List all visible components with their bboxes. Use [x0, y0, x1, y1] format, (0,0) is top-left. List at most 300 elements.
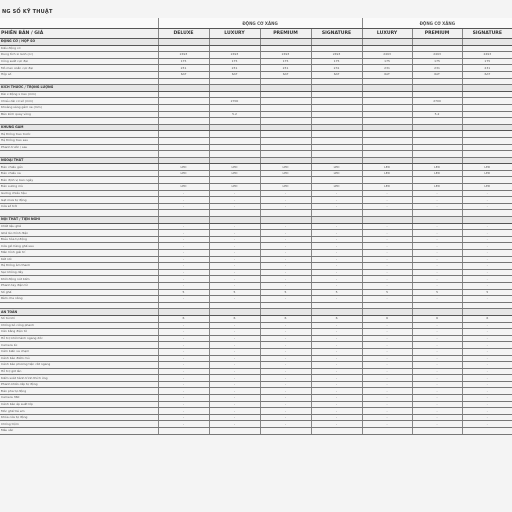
- spec-value: [209, 210, 260, 217]
- spec-value: 175: [158, 58, 209, 65]
- spec-label: Sạc không dây: [0, 269, 158, 276]
- spec-value: [209, 124, 260, 131]
- spec-value: -: [362, 342, 412, 349]
- spec-value: -: [362, 197, 412, 204]
- spec-value: -: [209, 263, 260, 270]
- spec-value: [158, 144, 209, 151]
- spec-value: -: [362, 414, 412, 421]
- spec-value: -: [209, 381, 260, 388]
- spec-value: -: [362, 408, 412, 415]
- spec-value: -: [311, 269, 362, 276]
- spec-row: [0, 243, 512, 250]
- spec-value: -: [158, 401, 209, 408]
- spec-value: 6AT: [462, 71, 512, 78]
- spec-row: [0, 421, 512, 428]
- spec-value: -: [311, 362, 362, 369]
- spec-value: -: [158, 250, 209, 257]
- spec-value: -: [362, 203, 412, 210]
- spec-value: -: [462, 256, 512, 263]
- spec-value: -: [260, 342, 311, 349]
- spec-value: [412, 151, 462, 158]
- spec-value: -: [158, 230, 209, 237]
- spec-value: [158, 118, 209, 125]
- spec-value: -: [158, 276, 209, 283]
- spec-row: [0, 151, 512, 158]
- spec-value: [209, 85, 260, 92]
- spec-value: LED: [462, 164, 512, 171]
- group-header-blank: [0, 18, 158, 29]
- spec-row: [0, 236, 512, 243]
- section-header-row: [0, 39, 512, 46]
- spec-value: -: [260, 329, 311, 336]
- spec-value: -: [412, 223, 462, 230]
- variant-name: PREMIUM: [260, 29, 311, 39]
- spec-value: [362, 118, 412, 125]
- spec-row: [0, 164, 512, 171]
- spec-value: 5: [362, 289, 412, 296]
- spec-value: 5: [209, 289, 260, 296]
- spec-value: [260, 217, 311, 224]
- spec-value: -: [412, 197, 462, 204]
- variant-header-row: [0, 29, 512, 39]
- spec-value: -: [462, 335, 512, 342]
- spec-value: LED: [158, 184, 209, 191]
- spec-value: -: [362, 269, 412, 276]
- spec-value: -: [362, 421, 412, 428]
- spec-value: -: [462, 190, 512, 197]
- spec-row: [0, 381, 512, 388]
- spec-value: -: [209, 322, 260, 329]
- spec-value: 231: [462, 65, 512, 72]
- spec-row: [0, 118, 512, 125]
- spec-value: -: [158, 388, 209, 395]
- spec-value: 6: [158, 315, 209, 322]
- spec-value: -: [362, 348, 412, 355]
- spec-value: -: [412, 282, 462, 289]
- spec-row: [0, 322, 512, 329]
- spec-value: -: [158, 408, 209, 415]
- spec-row: [0, 263, 512, 270]
- spec-value: -: [412, 236, 462, 243]
- spec-value: -: [260, 190, 311, 197]
- spec-value: -: [462, 223, 512, 230]
- spec-value: -: [462, 282, 512, 289]
- spec-value: -: [209, 388, 260, 395]
- spec-value: -: [260, 401, 311, 408]
- spec-value: [158, 210, 209, 217]
- spec-row: [0, 137, 512, 144]
- spec-value: -: [462, 381, 512, 388]
- spec-value: [158, 151, 209, 158]
- spec-row: [0, 342, 512, 349]
- spec-value: [362, 428, 412, 435]
- spec-value: [362, 137, 412, 144]
- spec-value: [311, 177, 362, 184]
- spec-value: -: [412, 243, 462, 250]
- spec-value: -: [412, 421, 462, 428]
- spec-value: -: [209, 401, 260, 408]
- spec-value: LED: [209, 170, 260, 177]
- spec-label: [0, 210, 158, 217]
- spec-value: [158, 137, 209, 144]
- spec-row: [0, 104, 512, 111]
- spec-value: -: [412, 355, 462, 362]
- spec-value: [462, 144, 512, 151]
- spec-value: -: [158, 421, 209, 428]
- spec-value: -: [362, 282, 412, 289]
- spec-value: -: [462, 388, 512, 395]
- spec-value: [260, 124, 311, 131]
- spec-value: -: [311, 401, 362, 408]
- spec-value: [412, 85, 462, 92]
- spec-value: -: [412, 250, 462, 257]
- spec-value: LED: [311, 170, 362, 177]
- spec-value: [462, 45, 512, 52]
- spec-value: -: [311, 296, 362, 303]
- spec-value: [158, 98, 209, 105]
- spec-value: [311, 104, 362, 111]
- spec-value: 2493: [311, 52, 362, 59]
- spec-value: 5: [158, 289, 209, 296]
- variant-name: PREMIUM: [412, 29, 462, 39]
- spec-label: Cảnh báo phương tiện cắt ngang: [0, 362, 158, 369]
- spec-row: [0, 177, 512, 184]
- spec-value: -: [260, 368, 311, 375]
- spec-value: [412, 104, 462, 111]
- spec-value: [260, 45, 311, 52]
- spec-value: [412, 157, 462, 164]
- spec-value: -: [311, 414, 362, 421]
- spec-value: -: [362, 375, 412, 382]
- spec-value: -: [209, 276, 260, 283]
- spec-value: -: [412, 190, 462, 197]
- spec-value: -: [260, 355, 311, 362]
- spec-value: [311, 118, 362, 125]
- spec-value: [260, 39, 311, 46]
- spec-value: [462, 309, 512, 316]
- spec-value: -: [209, 342, 260, 349]
- section-title: KÍCH THƯỚC / TRỌNG LƯỢNG: [0, 85, 158, 92]
- spec-row: [0, 335, 512, 342]
- spec-label: Camera lùi: [0, 342, 158, 349]
- spec-label: Hộp số: [0, 71, 158, 78]
- spec-value: [412, 39, 462, 46]
- spec-row: [0, 368, 512, 375]
- spec-row: [0, 269, 512, 276]
- group-header-row: [0, 18, 512, 29]
- spec-value: -: [260, 335, 311, 342]
- section-title: AN TOÀN: [0, 309, 158, 316]
- spec-value: [311, 302, 362, 309]
- spec-row: [0, 401, 512, 408]
- spec-label: [0, 302, 158, 309]
- spec-value: -: [311, 395, 362, 402]
- spec-row: [0, 45, 512, 52]
- spec-value: 6AT: [412, 71, 462, 78]
- spec-table: [0, 18, 512, 435]
- spec-value: 5: [462, 289, 512, 296]
- spec-row: [0, 375, 512, 382]
- spec-label: Đèn định vị ban ngày: [0, 177, 158, 184]
- spec-label: Mô men xoắn cực đại: [0, 65, 158, 72]
- spec-row: [0, 256, 512, 263]
- spec-value: -: [412, 256, 462, 263]
- spec-row: [0, 428, 512, 435]
- spec-value: [462, 177, 512, 184]
- spec-value: -: [209, 355, 260, 362]
- spec-value: [209, 157, 260, 164]
- spec-value: [362, 91, 412, 98]
- spec-value: -: [260, 322, 311, 329]
- spec-value: -: [260, 236, 311, 243]
- spec-value: [362, 85, 412, 92]
- spec-value: LED: [362, 170, 412, 177]
- spec-value: -: [209, 256, 260, 263]
- spec-value: -: [158, 296, 209, 303]
- spec-row: [0, 131, 512, 138]
- spec-value: -: [311, 243, 362, 250]
- spec-value: 6AT: [362, 71, 412, 78]
- spec-label: Công suất cực đại: [0, 58, 158, 65]
- spec-value: -: [362, 243, 412, 250]
- spec-value: -: [209, 395, 260, 402]
- spec-label: Khóa cửa tự động: [0, 414, 158, 421]
- spec-value: [209, 91, 260, 98]
- spec-row: [0, 223, 512, 230]
- spec-value: -: [158, 243, 209, 250]
- spec-value: -: [462, 243, 512, 250]
- variant-name: DELUXE: [158, 29, 209, 39]
- spec-row: [0, 184, 512, 191]
- spec-value: LED: [311, 164, 362, 171]
- spec-value: -: [311, 388, 362, 395]
- spec-label: Cảm biến va chạm: [0, 348, 158, 355]
- spec-label: Rèm che nắng: [0, 296, 158, 303]
- spec-value: [462, 91, 512, 98]
- spec-label: Số ghế: [0, 289, 158, 296]
- spec-row: [0, 276, 512, 283]
- spec-value: [462, 98, 512, 105]
- spec-value: [209, 217, 260, 224]
- spec-value: -: [158, 342, 209, 349]
- spec-row: [0, 315, 512, 322]
- spec-value: [260, 98, 311, 105]
- spec-label: Phanh khẩn cấp tự động: [0, 381, 158, 388]
- spec-value: [362, 157, 412, 164]
- spec-value: [462, 302, 512, 309]
- spec-label: Chống trộm: [0, 421, 158, 428]
- spec-value: 6AT: [209, 71, 260, 78]
- spec-value: [412, 45, 462, 52]
- spec-label: Chống bó cứng phanh: [0, 322, 158, 329]
- spec-value: -: [462, 329, 512, 336]
- spec-value: [362, 144, 412, 151]
- spec-value: -: [158, 329, 209, 336]
- spec-value: -: [311, 250, 362, 257]
- spec-value: [462, 151, 512, 158]
- spec-value: [412, 302, 462, 309]
- spec-value: -: [260, 276, 311, 283]
- spec-value: -: [462, 269, 512, 276]
- spec-label: Kiểu động cơ: [0, 45, 158, 52]
- spec-value: 175: [362, 58, 412, 65]
- spec-value: -: [462, 395, 512, 402]
- spec-value: [311, 309, 362, 316]
- spec-row: [0, 91, 512, 98]
- spec-label: Đèn sương mù: [0, 184, 158, 191]
- spec-value: [209, 78, 260, 85]
- spec-value: -: [260, 375, 311, 382]
- spec-value: -: [209, 414, 260, 421]
- spec-value: -: [260, 263, 311, 270]
- spec-value: 6: [260, 315, 311, 322]
- group-header: ĐỘNG CƠ XĂNG: [362, 18, 512, 29]
- spec-value: [209, 177, 260, 184]
- spec-value: 6AT: [260, 71, 311, 78]
- spec-value: 6: [209, 315, 260, 322]
- spec-value: -: [209, 190, 260, 197]
- spec-value: -: [462, 230, 512, 237]
- spec-value: -: [158, 203, 209, 210]
- spec-value: 5.2: [412, 111, 462, 118]
- spec-value: -: [362, 355, 412, 362]
- spec-label: Điều hòa tự động: [0, 236, 158, 243]
- spec-value: 2700: [412, 98, 462, 105]
- spec-value: 175: [462, 58, 512, 65]
- spec-value: -: [462, 296, 512, 303]
- spec-value: [260, 177, 311, 184]
- spec-value: [209, 137, 260, 144]
- spec-value: [260, 309, 311, 316]
- spec-row: [0, 282, 512, 289]
- spec-value: 175: [311, 58, 362, 65]
- section-title: KHUNG GẦM: [0, 124, 158, 131]
- spec-value: -: [462, 263, 512, 270]
- spec-value: -: [209, 348, 260, 355]
- spec-value: [462, 104, 512, 111]
- spec-value: [362, 210, 412, 217]
- spec-row: [0, 210, 512, 217]
- spec-label: Hệ thống treo trước: [0, 131, 158, 138]
- spec-value: [362, 98, 412, 105]
- spec-label: Kiểm soát hành trình thích ứng: [0, 375, 158, 382]
- spec-value: -: [311, 223, 362, 230]
- spec-value: 231: [412, 65, 462, 72]
- group-header: ĐỘNG CƠ XĂNG: [158, 18, 362, 29]
- spec-value: [311, 98, 362, 105]
- spec-value: -: [462, 401, 512, 408]
- page-title: NG SỐ KỸ THUẬT: [2, 9, 53, 15]
- spec-value: -: [209, 362, 260, 369]
- spec-value: -: [412, 348, 462, 355]
- spec-value: [311, 85, 362, 92]
- spec-value: -: [362, 263, 412, 270]
- spec-value: -: [260, 203, 311, 210]
- spec-label: Gương chiếu hậu: [0, 190, 158, 197]
- spec-value: -: [362, 395, 412, 402]
- spec-value: -: [311, 276, 362, 283]
- spec-value: -: [311, 256, 362, 263]
- spec-label: Màn hình giải trí: [0, 250, 158, 257]
- spec-value: [311, 45, 362, 52]
- spec-value: [412, 124, 462, 131]
- spec-value: -: [158, 322, 209, 329]
- spec-value: -: [362, 401, 412, 408]
- spec-value: -: [412, 381, 462, 388]
- spec-label: Gạt mưa tự động: [0, 197, 158, 204]
- spec-value: -: [260, 250, 311, 257]
- spec-label: Dung tích xi lanh (cc): [0, 52, 158, 59]
- spec-value: -: [462, 322, 512, 329]
- spec-value: [260, 78, 311, 85]
- spec-value: -: [412, 329, 462, 336]
- spec-value: [462, 131, 512, 138]
- spec-value: -: [412, 342, 462, 349]
- spec-value: [209, 302, 260, 309]
- spec-value: [462, 78, 512, 85]
- spec-value: -: [462, 368, 512, 375]
- spec-label: Ghế lái chỉnh điện: [0, 230, 158, 237]
- spec-value: -: [362, 296, 412, 303]
- spec-value: LED: [412, 170, 462, 177]
- spec-value: 231: [311, 65, 362, 72]
- spec-value: -: [412, 230, 462, 237]
- spec-label: Chiều dài cơ sở (mm): [0, 98, 158, 105]
- spec-value: -: [412, 368, 462, 375]
- spec-row: [0, 348, 512, 355]
- spec-value: -: [260, 414, 311, 421]
- spec-value: -: [209, 236, 260, 243]
- spec-value: [311, 124, 362, 131]
- spec-row: [0, 197, 512, 204]
- spec-value: -: [462, 250, 512, 257]
- spec-value: -: [311, 263, 362, 270]
- spec-value: [158, 428, 209, 435]
- spec-label: Hệ thống âm thanh: [0, 263, 158, 270]
- spec-value: -: [260, 256, 311, 263]
- spec-value: -: [260, 269, 311, 276]
- spec-value: -: [362, 223, 412, 230]
- spec-value: [209, 118, 260, 125]
- spec-value: [462, 217, 512, 224]
- spec-value: 2493: [412, 52, 462, 59]
- spec-value: -: [462, 375, 512, 382]
- spec-value: -: [311, 421, 362, 428]
- spec-value: [412, 177, 462, 184]
- spec-value: 6AT: [311, 71, 362, 78]
- spec-value: [362, 131, 412, 138]
- spec-row: [0, 98, 512, 105]
- section-header-row: [0, 217, 512, 224]
- spec-value: -: [412, 203, 462, 210]
- spec-row: [0, 71, 512, 78]
- spec-value: -: [311, 190, 362, 197]
- spec-value: [311, 137, 362, 144]
- spec-value: -: [311, 342, 362, 349]
- spec-label: Cảnh báo điểm mù: [0, 355, 158, 362]
- spec-value: -: [158, 223, 209, 230]
- spec-value: [412, 91, 462, 98]
- spec-value: [158, 111, 209, 118]
- spec-value: -: [311, 230, 362, 237]
- spec-value: -: [260, 223, 311, 230]
- spec-value: -: [311, 322, 362, 329]
- spec-value: [158, 217, 209, 224]
- spec-value: [209, 131, 260, 138]
- spec-value: LED: [158, 164, 209, 171]
- spec-value: 6: [362, 315, 412, 322]
- spec-value: [158, 177, 209, 184]
